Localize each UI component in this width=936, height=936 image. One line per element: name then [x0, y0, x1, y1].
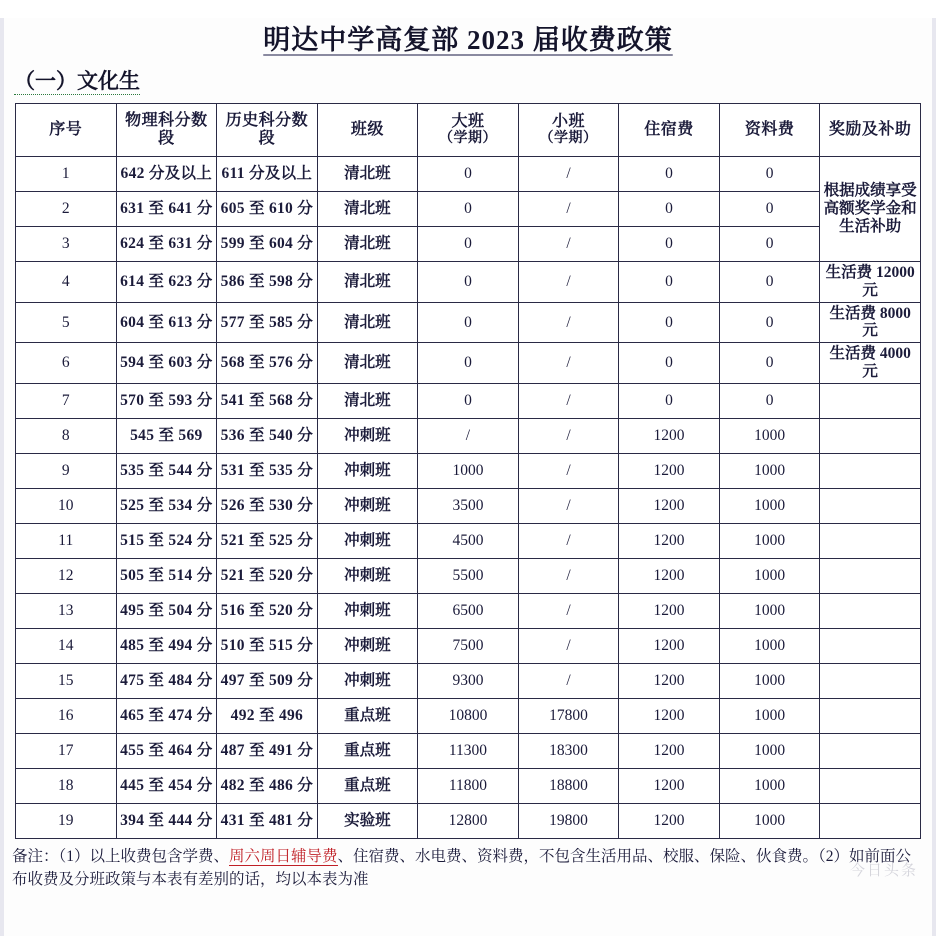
- cell-big-class-fee: 11800: [418, 768, 519, 803]
- page-edge-right: [932, 18, 936, 936]
- cell-history-range: 516 至 520 分: [217, 593, 318, 628]
- cell-history-range: 577 至 585 分: [217, 302, 318, 343]
- table-row: [16, 558, 921, 593]
- cell-material-fee: 1000: [719, 803, 820, 838]
- table-row: [16, 663, 921, 698]
- cell-award: [820, 453, 921, 488]
- cell-physics-range: 604 至 613 分: [116, 302, 217, 343]
- cell-physics-range: 495 至 504 分: [116, 593, 217, 628]
- cell-small-class-fee: /: [518, 628, 619, 663]
- document-page: [0, 18, 936, 936]
- cell-small-class-fee: 19800: [518, 803, 619, 838]
- table-row: [16, 418, 921, 453]
- cell-history-range: 568 至 576 分: [217, 343, 318, 384]
- cell-class: 冲刺班: [317, 663, 418, 698]
- cell-big-class-fee: 0: [418, 343, 519, 384]
- cell-small-class-fee: /: [518, 262, 619, 303]
- col-header-class: 班级: [317, 104, 418, 157]
- cell-big-class-fee: /: [418, 418, 519, 453]
- cell-index: 9: [16, 453, 117, 488]
- cell-history-range: 521 至 525 分: [217, 523, 318, 558]
- cell-history-range: 487 至 491 分: [217, 733, 318, 768]
- cell-small-class-fee: /: [518, 523, 619, 558]
- cell-big-class-fee: 5500: [418, 558, 519, 593]
- cell-physics-range: 505 至 514 分: [116, 558, 217, 593]
- table-row: [16, 302, 921, 343]
- cell-dorm-fee: 1200: [619, 768, 720, 803]
- cell-award: [820, 663, 921, 698]
- cell-dorm-fee: 1200: [619, 453, 720, 488]
- col-header-small-class: 小班 （学期）: [518, 104, 619, 157]
- table-row: [16, 768, 921, 803]
- col-header-history: 历史科分数段: [217, 104, 318, 157]
- col-header-index: 序号: [16, 104, 117, 157]
- table-row: [16, 593, 921, 628]
- table-row: [16, 343, 921, 384]
- cell-award: [820, 488, 921, 523]
- table-row: [16, 227, 921, 262]
- cell-index: 4: [16, 262, 117, 303]
- cell-dorm-fee: 1200: [619, 488, 720, 523]
- cell-material-fee: 1000: [719, 558, 820, 593]
- cell-big-class-fee: 0: [418, 192, 519, 227]
- cell-physics-range: 594 至 603 分: [116, 343, 217, 384]
- table-row: [16, 192, 921, 227]
- col-header-big-class-sub: （学期）: [438, 131, 497, 147]
- cell-class: 冲刺班: [317, 523, 418, 558]
- cell-class: 冲刺班: [317, 418, 418, 453]
- col-header-small-class-sub: （学期）: [539, 131, 598, 147]
- cell-small-class-fee: /: [518, 302, 619, 343]
- cell-class: 冲刺班: [317, 593, 418, 628]
- cell-physics-range: 465 至 474 分: [116, 698, 217, 733]
- cell-award: [820, 383, 921, 418]
- cell-history-range: 536 至 540 分: [217, 418, 318, 453]
- cell-physics-range: 455 至 464 分: [116, 733, 217, 768]
- table-row: [16, 733, 921, 768]
- cell-small-class-fee: /: [518, 343, 619, 384]
- col-header-dorm-fee: 住宿费: [619, 104, 720, 157]
- footer-part-1: 备注：（1）以上收费包含学费、: [12, 847, 230, 865]
- cell-history-range: 541 至 568 分: [217, 383, 318, 418]
- cell-material-fee: 1000: [719, 488, 820, 523]
- table-row: [16, 628, 921, 663]
- cell-dorm-fee: 0: [619, 227, 720, 262]
- cell-physics-range: 624 至 631 分: [116, 227, 217, 262]
- cell-dorm-fee: 1200: [619, 628, 720, 663]
- footer-note: [12, 845, 924, 892]
- cell-class: 清北班: [317, 192, 418, 227]
- cell-index: 17: [16, 733, 117, 768]
- cell-index: 10: [16, 488, 117, 523]
- cell-dorm-fee: 0: [619, 192, 720, 227]
- cell-award: [820, 803, 921, 838]
- table-row: [16, 157, 921, 192]
- cell-class: 冲刺班: [317, 628, 418, 663]
- cell-small-class-fee: /: [518, 453, 619, 488]
- cell-material-fee: 1000: [719, 628, 820, 663]
- table-row: [16, 383, 921, 418]
- cell-material-fee: 1000: [719, 523, 820, 558]
- cell-award: [820, 698, 921, 733]
- cell-dorm-fee: 1200: [619, 593, 720, 628]
- cell-award: [820, 418, 921, 453]
- cell-small-class-fee: /: [518, 227, 619, 262]
- cell-physics-range: 394 至 444 分: [116, 803, 217, 838]
- cell-big-class-fee: 1000: [418, 453, 519, 488]
- cell-index: 11: [16, 523, 117, 558]
- cell-small-class-fee: /: [518, 663, 619, 698]
- cell-material-fee: 0: [719, 383, 820, 418]
- cell-history-range: 526 至 530 分: [217, 488, 318, 523]
- cell-index: 18: [16, 768, 117, 803]
- col-header-award: 奖励及补助: [820, 104, 921, 157]
- cell-history-range: 521 至 520 分: [217, 558, 318, 593]
- cell-dorm-fee: 1200: [619, 803, 720, 838]
- cell-award: [820, 628, 921, 663]
- cell-history-range: 497 至 509 分: [217, 663, 318, 698]
- cell-big-class-fee: 0: [418, 262, 519, 303]
- section-heading: [14, 65, 936, 95]
- cell-dorm-fee: 0: [619, 302, 720, 343]
- cell-big-class-fee: 12800: [418, 803, 519, 838]
- cell-history-range: 431 至 481 分: [217, 803, 318, 838]
- page-edge-left: [0, 18, 4, 936]
- cell-physics-range: 515 至 524 分: [116, 523, 217, 558]
- cell-history-range: 482 至 486 分: [217, 768, 318, 803]
- col-header-physics: 物理科分数段: [116, 104, 217, 157]
- cell-class: 重点班: [317, 698, 418, 733]
- cell-award: [820, 733, 921, 768]
- cell-small-class-fee: /: [518, 488, 619, 523]
- col-header-big-class: 大班 （学期）: [418, 104, 519, 157]
- cell-material-fee: 1000: [719, 453, 820, 488]
- cell-history-range: 492 至 496: [217, 698, 318, 733]
- table-header-row: [16, 104, 921, 157]
- table-row: [16, 803, 921, 838]
- cell-class: 清北班: [317, 302, 418, 343]
- table-header: [16, 104, 921, 157]
- cell-big-class-fee: 4500: [418, 523, 519, 558]
- col-header-material-fee: 资料费: [719, 104, 820, 157]
- table-body: [16, 157, 921, 839]
- cell-physics-range: 614 至 623 分: [116, 262, 217, 303]
- cell-physics-range: 545 至 569: [116, 418, 217, 453]
- cell-class: 实验班: [317, 803, 418, 838]
- cell-index: 8: [16, 418, 117, 453]
- cell-index: 13: [16, 593, 117, 628]
- cell-class: 清北班: [317, 343, 418, 384]
- cell-material-fee: 0: [719, 302, 820, 343]
- cell-material-fee: 1000: [719, 768, 820, 803]
- cell-physics-range: 445 至 454 分: [116, 768, 217, 803]
- cell-dorm-fee: 0: [619, 262, 720, 303]
- cell-physics-range: 525 至 534 分: [116, 488, 217, 523]
- cell-award: [820, 593, 921, 628]
- cell-material-fee: 0: [719, 192, 820, 227]
- cell-big-class-fee: 7500: [418, 628, 519, 663]
- cell-history-range: 611 分及以上: [217, 157, 318, 192]
- cell-big-class-fee: 0: [418, 227, 519, 262]
- cell-class: 清北班: [317, 157, 418, 192]
- footer-part-2: 、住宿费、水电费、资料费，不包含生活用品、校服、保险、伙食费。（2）如前面公布收费及分班政策与本表有差别的话，均以本表为准: [12, 847, 912, 889]
- cell-physics-range: 631 至 641 分: [116, 192, 217, 227]
- cell-material-fee: 1000: [719, 733, 820, 768]
- cell-big-class-fee: 0: [418, 383, 519, 418]
- cell-award: 生活费 12000 元: [820, 262, 921, 303]
- cell-dorm-fee: 1200: [619, 663, 720, 698]
- cell-history-range: 531 至 535 分: [217, 453, 318, 488]
- cell-index: 16: [16, 698, 117, 733]
- cell-physics-range: 642 分及以上: [116, 157, 217, 192]
- cell-class: 清北班: [317, 383, 418, 418]
- cell-material-fee: 0: [719, 343, 820, 384]
- cell-dorm-fee: 0: [619, 383, 720, 418]
- cell-big-class-fee: 3500: [418, 488, 519, 523]
- cell-material-fee: 0: [719, 157, 820, 192]
- cell-small-class-fee: /: [518, 157, 619, 192]
- cell-index: 3: [16, 227, 117, 262]
- cell-index: 2: [16, 192, 117, 227]
- cell-dorm-fee: 1200: [619, 698, 720, 733]
- cell-material-fee: 1000: [719, 698, 820, 733]
- cell-index: 1: [16, 157, 117, 192]
- table-row: [16, 698, 921, 733]
- cell-dorm-fee: 0: [619, 343, 720, 384]
- cell-award: [820, 523, 921, 558]
- cell-class: 冲刺班: [317, 558, 418, 593]
- cell-award: [820, 768, 921, 803]
- footer-highlight: 周六周日辅导费: [229, 847, 338, 865]
- table-row: [16, 262, 921, 303]
- cell-material-fee: 1000: [719, 418, 820, 453]
- cell-small-class-fee: 18800: [518, 768, 619, 803]
- cell-material-fee: 1000: [719, 593, 820, 628]
- cell-dorm-fee: 1200: [619, 733, 720, 768]
- cell-award: [820, 558, 921, 593]
- cell-material-fee: 0: [719, 262, 820, 303]
- cell-big-class-fee: 6500: [418, 593, 519, 628]
- cell-big-class-fee: 10800: [418, 698, 519, 733]
- cell-history-range: 605 至 610 分: [217, 192, 318, 227]
- cell-index: 7: [16, 383, 117, 418]
- cell-physics-range: 475 至 484 分: [116, 663, 217, 698]
- cell-big-class-fee: 0: [418, 302, 519, 343]
- section-heading-label: （一）文化生: [14, 69, 140, 93]
- cell-history-range: 510 至 515 分: [217, 628, 318, 663]
- cell-index: 15: [16, 663, 117, 698]
- page-title: 明达中学高复部 2023 届收费政策: [263, 25, 673, 55]
- cell-material-fee: 0: [719, 227, 820, 262]
- cell-small-class-fee: /: [518, 383, 619, 418]
- cell-class: 清北班: [317, 262, 418, 303]
- cell-class: 冲刺班: [317, 453, 418, 488]
- cell-small-class-fee: /: [518, 593, 619, 628]
- cell-dorm-fee: 0: [619, 157, 720, 192]
- cell-class: 清北班: [317, 227, 418, 262]
- cell-index: 19: [16, 803, 117, 838]
- cell-class: 冲刺班: [317, 488, 418, 523]
- cell-class: 重点班: [317, 733, 418, 768]
- cell-index: 14: [16, 628, 117, 663]
- cell-big-class-fee: 0: [418, 157, 519, 192]
- cell-physics-range: 570 至 593 分: [116, 383, 217, 418]
- cell-dorm-fee: 1200: [619, 418, 720, 453]
- fee-policy-table: [15, 103, 921, 839]
- table-row: [16, 453, 921, 488]
- cell-big-class-fee: 11300: [418, 733, 519, 768]
- cell-award-merged: 根据成绩享受高额奖学金和生活补助: [820, 157, 921, 262]
- cell-history-range: 599 至 604 分: [217, 227, 318, 262]
- cell-index: 5: [16, 302, 117, 343]
- cell-small-class-fee: /: [518, 192, 619, 227]
- table-row: [16, 523, 921, 558]
- watermark: 今日头条: [849, 863, 918, 879]
- cell-small-class-fee: 18300: [518, 733, 619, 768]
- cell-dorm-fee: 1200: [619, 523, 720, 558]
- cell-physics-range: 485 至 494 分: [116, 628, 217, 663]
- cell-class: 重点班: [317, 768, 418, 803]
- cell-dorm-fee: 1200: [619, 558, 720, 593]
- cell-index: 12: [16, 558, 117, 593]
- table-row: [16, 488, 921, 523]
- cell-history-range: 586 至 598 分: [217, 262, 318, 303]
- cell-small-class-fee: /: [518, 558, 619, 593]
- cell-award: 生活费 8000 元: [820, 302, 921, 343]
- cell-physics-range: 535 至 544 分: [116, 453, 217, 488]
- cell-small-class-fee: /: [518, 418, 619, 453]
- cell-big-class-fee: 9300: [418, 663, 519, 698]
- cell-index: 6: [16, 343, 117, 384]
- cell-material-fee: 1000: [719, 663, 820, 698]
- cell-small-class-fee: 17800: [518, 698, 619, 733]
- cell-award: 生活费 4000 元: [820, 343, 921, 384]
